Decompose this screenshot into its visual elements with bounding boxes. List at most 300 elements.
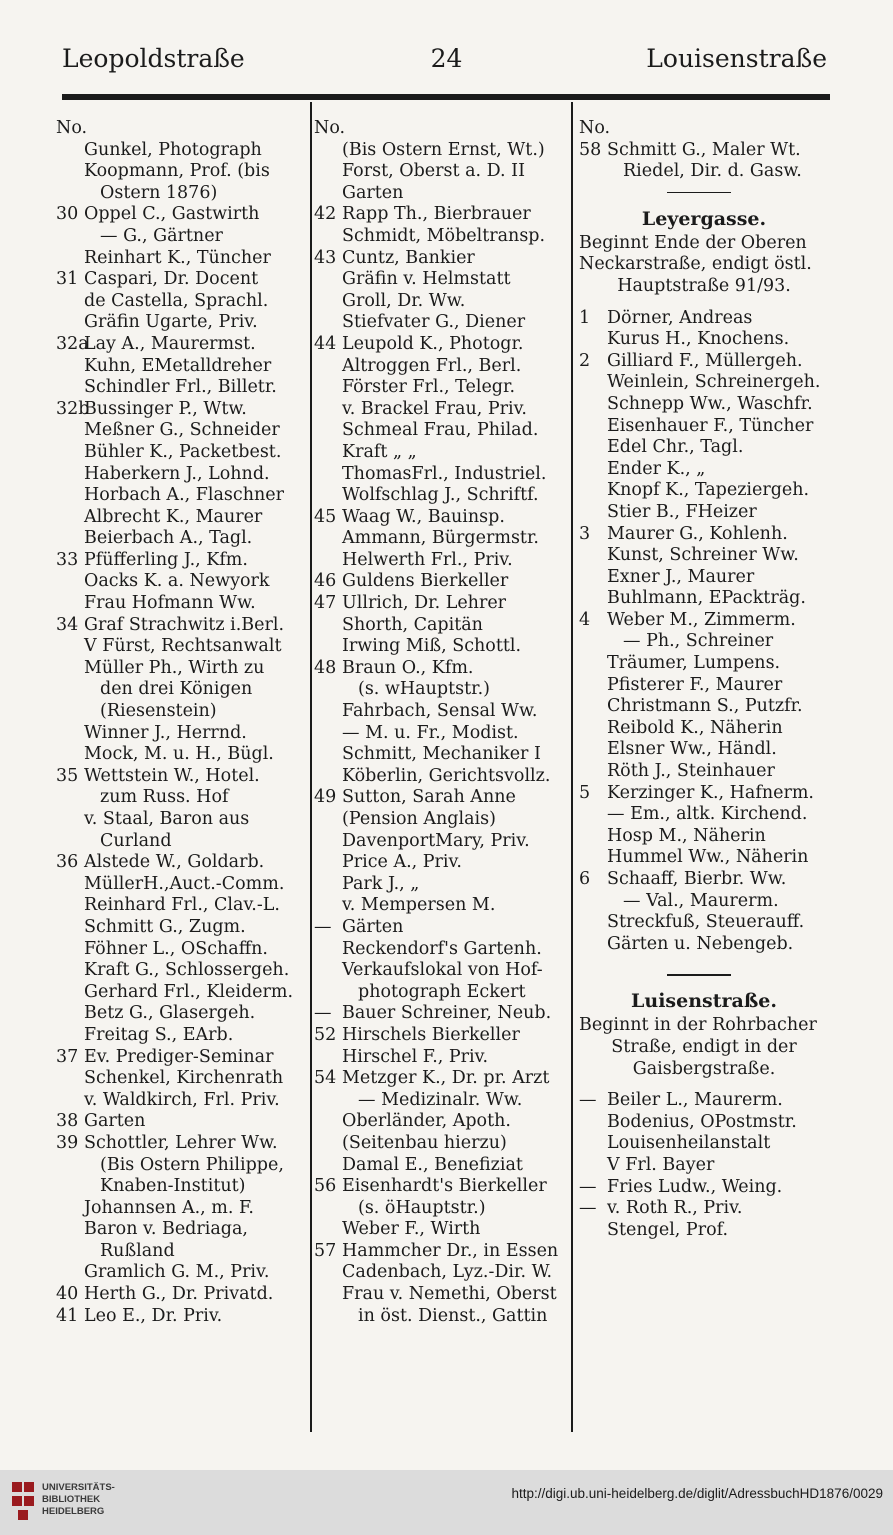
- entry-text: Gärten u. Nebengeb.: [607, 933, 794, 954]
- directory-entry: [314, 852, 568, 874]
- entry-text: Verkaufslokal von Hof-: [342, 960, 543, 981]
- entry-text: Träumer, Lumpens.: [607, 653, 781, 674]
- directory-entry: [56, 1262, 306, 1284]
- directory-entry: [579, 308, 829, 330]
- house-number: 41: [56, 1305, 79, 1326]
- entry-text: Winner J., Herrnd.: [84, 722, 247, 743]
- directory-entry: [314, 1003, 568, 1025]
- house-number: 30: [56, 204, 79, 225]
- directory-entry: [56, 485, 306, 507]
- footer-bar: [0, 1470, 893, 1535]
- entry-text: Mock, M. u. H., Bügl.: [84, 744, 274, 765]
- directory-entry: [56, 982, 306, 1004]
- directory-entry: [56, 507, 306, 529]
- directory-entry: [56, 1090, 306, 1112]
- entry-text: Röth J., Steinhauer: [607, 761, 775, 782]
- house-number: 31: [56, 269, 79, 290]
- directory-entry: [56, 528, 306, 550]
- entry-text: Knaben-Institut): [100, 1176, 246, 1197]
- entry-text: Herth G., Dr. Privatd.: [84, 1284, 274, 1305]
- directory-entry: [579, 869, 829, 891]
- directory-entry: [314, 161, 568, 183]
- directory-entry: [314, 615, 568, 637]
- entry-text: Eisenhauer F., Tüncher: [607, 415, 814, 436]
- entry-text: Freitag S., EArb.: [84, 1024, 234, 1045]
- house-number: 39: [56, 1132, 79, 1153]
- directory-entry: [314, 636, 568, 658]
- entry-text: Beginnt in der Rohrbacher: [579, 1015, 817, 1036]
- entry-text: Müller Ph., Wirth zu: [84, 657, 265, 678]
- entry-text: Kraft „ „: [342, 441, 417, 462]
- directory-entry: [56, 679, 306, 701]
- directory-entry: [314, 140, 568, 162]
- entry-text: No.: [56, 118, 88, 138]
- entry-text: Stier B., FHeizer: [607, 501, 757, 522]
- directory-entry: [56, 399, 306, 421]
- entry-text: Sutton, Sarah Anne: [342, 787, 516, 808]
- directory-entry: [314, 1133, 568, 1155]
- divider-rule: [667, 192, 731, 194]
- entry-text: Gramlich G. M., Priv.: [84, 1262, 270, 1283]
- directory-entry: [56, 1111, 306, 1133]
- directory-entry: [579, 502, 829, 524]
- directory-entry: [314, 507, 568, 529]
- entry-text: Ev. Prediger-Seminar: [84, 1046, 274, 1067]
- directory-entry: [56, 248, 306, 270]
- directory-entry: [314, 1219, 568, 1241]
- entry-text: Oberländer, Apoth.: [342, 1111, 511, 1132]
- directory-entry: [314, 593, 568, 615]
- entry-text: Reibold K., Näherin: [607, 717, 783, 738]
- directory-entry: [56, 442, 306, 464]
- entry-text: Irwing Miß, Schottl.: [342, 636, 522, 657]
- directory-entry: [579, 1177, 829, 1199]
- entry-text: DavenportMary, Priv.: [342, 830, 530, 851]
- house-number: 47: [314, 593, 337, 614]
- entry-text: Knopf K., Tapeziergeh.: [607, 480, 810, 501]
- directory-entry: [314, 1284, 568, 1306]
- entry-text: Weinlein, Schreinergeh.: [607, 372, 821, 393]
- directory-entry: [579, 459, 829, 481]
- directory-entry: [579, 329, 829, 351]
- entry-text: Bühler K., Packetbest.: [84, 441, 282, 462]
- entry-text: Reinhart K., Tüncher: [84, 247, 271, 268]
- directory-entry: [579, 480, 829, 502]
- directory-entry: [579, 140, 829, 162]
- entry-text: Price A., Priv.: [342, 852, 462, 873]
- entry-text: Oppel C., Gastwirth: [84, 204, 260, 225]
- entry-text: Rußland: [100, 1240, 175, 1261]
- directory-entry: [56, 1306, 306, 1328]
- entry-text: Schmitt G., Zugm.: [84, 916, 246, 937]
- directory-entry: [56, 701, 306, 723]
- directory-entry: [56, 140, 306, 162]
- entry-text: Ender K., „: [607, 458, 706, 479]
- entry-text: Hammcher Dr., in Essen: [342, 1240, 559, 1261]
- directory-entry: [314, 658, 568, 680]
- directory-entry: [314, 528, 568, 550]
- directory-entry: [56, 269, 306, 291]
- directory-entry: [56, 204, 306, 226]
- directory-entry: [579, 524, 829, 546]
- entry-text: v. Waldkirch, Frl. Priv.: [84, 1089, 280, 1110]
- entry-text: Gräfin v. Helmstatt: [342, 269, 511, 290]
- entry-text: Haberkern J., Lohnd.: [84, 463, 270, 484]
- entry-text: No.: [579, 118, 611, 138]
- directory-entry: [56, 917, 306, 939]
- column-2: [314, 118, 568, 1327]
- entry-text: Garten: [84, 1111, 146, 1132]
- directory-entry: [314, 464, 568, 486]
- running-head-left: Leopoldstraße: [62, 44, 245, 73]
- entry-text: Stengel, Prof.: [607, 1219, 729, 1240]
- entry-text: (Riesenstein): [100, 701, 217, 722]
- directory-entry: [314, 1025, 568, 1047]
- spacer: [579, 298, 829, 308]
- entry-text: Gaisbergstraße.: [632, 1058, 776, 1079]
- directory-entry: [314, 334, 568, 356]
- directory-entry: [56, 1198, 306, 1220]
- directory-entry: [579, 437, 829, 459]
- directory-entry: [56, 939, 306, 961]
- entry-text: Hauptstraße 91/93.: [617, 275, 791, 296]
- entry-text: Pfüfferling J., Kfm.: [84, 549, 248, 570]
- entry-text: Weber F., Wirth: [342, 1219, 481, 1240]
- directory-entry: [56, 831, 306, 853]
- entry-text: V Frl. Bayer: [607, 1154, 715, 1175]
- house-number: 1: [579, 307, 591, 328]
- directory-entry: [579, 847, 829, 869]
- entry-text: Edel Chr., Tagl.: [607, 437, 744, 458]
- entry-text: Alstede W., Goldarb.: [84, 852, 265, 873]
- directory-entry: [579, 631, 829, 653]
- house-number: 56: [314, 1176, 337, 1197]
- entry-text: Albrecht K., Maurer: [84, 506, 263, 527]
- street-description: [579, 254, 829, 276]
- directory-entry: [56, 1025, 306, 1047]
- directory-entry: [56, 1284, 306, 1306]
- house-number: 33: [56, 549, 79, 570]
- entry-text: (Pension Anglais): [342, 809, 496, 829]
- entry-text: Gräfin Ugarte, Priv.: [84, 312, 258, 333]
- directory-entry: [56, 377, 306, 399]
- entry-text: Baron v. Bedriaga,: [84, 1219, 248, 1240]
- directory-entry: [314, 831, 568, 853]
- entry-text: ThomasFrl., Industriel.: [342, 463, 547, 484]
- entry-text: de Castella, Sprachl.: [84, 290, 269, 311]
- directory-entry: [579, 1155, 829, 1177]
- entry-text: Bussinger P., Wtw.: [84, 398, 247, 419]
- header-rule: [62, 94, 830, 100]
- entry-text: — G., Gärtner: [100, 225, 223, 246]
- entry-text: Waag W., Bauinsp.: [342, 506, 505, 527]
- directory-entry: [314, 312, 568, 334]
- entry-text: Koopmann, Prof. (bis: [84, 161, 270, 182]
- house-number: 54: [314, 1068, 337, 1089]
- directory-entry: [56, 852, 306, 874]
- spacer: [579, 955, 829, 965]
- directory-entry: [314, 1068, 568, 1090]
- house-number: 4: [579, 609, 591, 630]
- directory-entry: [56, 464, 306, 486]
- house-number: —: [579, 1198, 597, 1219]
- directory-entry: [314, 550, 568, 572]
- entry-text: — Val., Maurerm.: [623, 890, 779, 911]
- directory-entry: [314, 571, 568, 593]
- column-divider: [571, 102, 573, 1432]
- entry-text: Fries Ludw., Weing.: [607, 1176, 783, 1197]
- directory-entry: [579, 891, 829, 913]
- directory-entry: [56, 312, 306, 334]
- directory-entry: [56, 1155, 306, 1177]
- house-number: 49: [314, 787, 337, 808]
- entry-text: Streckfuß, Steuerauff.: [607, 912, 805, 933]
- entry-text: photograph Eckert: [358, 981, 526, 1002]
- entry-text: Leo E., Dr. Priv.: [84, 1305, 223, 1326]
- street-description: [579, 1059, 829, 1081]
- directory-entry: [56, 571, 306, 593]
- directory-entry: [314, 939, 568, 961]
- directory-entry: [56, 161, 306, 183]
- directory-entry: [56, 766, 306, 788]
- entry-text: Exner J., Maurer: [607, 566, 755, 587]
- column-heading: [314, 118, 568, 140]
- directory-entry: [579, 416, 829, 438]
- directory-entry: [314, 1090, 568, 1112]
- entry-text: Gärten: [342, 916, 404, 937]
- directory-entry: [579, 804, 829, 826]
- entry-text: No.: [314, 118, 346, 138]
- directory-entry: [56, 550, 306, 572]
- entry-text: Lay A., Maurermst.: [84, 333, 256, 354]
- house-number: 2: [579, 350, 591, 371]
- street-heading: [579, 983, 829, 1015]
- directory-entry: [579, 718, 829, 740]
- entry-text: Pfisterer F., Maurer: [607, 674, 783, 695]
- entry-text: Kuhn, EMetalldreher: [84, 355, 272, 376]
- directory-entry: [56, 658, 306, 680]
- spacer: [579, 1080, 829, 1090]
- entry-text: — Em., altk. Kirchend.: [607, 804, 808, 825]
- directory-entry: [314, 895, 568, 917]
- house-number: —: [314, 916, 332, 937]
- entry-text: Oacks K. a. Newyork: [84, 571, 270, 592]
- source-url-link[interactable]: http://digi.ub.uni-heidelberg.de/diglit/AdressbuchHD1876/0029: [511, 1486, 883, 1501]
- column-heading: [579, 118, 829, 140]
- entry-text: Park J., „: [342, 873, 420, 894]
- house-number: 40: [56, 1284, 79, 1305]
- entry-text: v. Staal, Baron aus: [84, 809, 250, 829]
- house-number: 58: [579, 139, 602, 160]
- directory-entry: [56, 1047, 306, 1069]
- entry-text: Schaaff, Bierbr. Ww.: [607, 869, 787, 889]
- entry-text: Hummel Ww., Näherin: [607, 847, 809, 868]
- entry-text: Schenkel, Kirchenrath: [84, 1068, 284, 1089]
- entry-text: Weber M., Zimmerm.: [607, 609, 796, 630]
- entry-text: Caspari, Dr. Docent: [84, 269, 259, 290]
- entry-text: Frau Hofmann Ww.: [84, 593, 256, 614]
- entry-text: MüllerH.,Auct.-Comm.: [84, 873, 285, 894]
- entry-text: in öst. Dienst., Gattin: [358, 1305, 548, 1326]
- entry-text: Leyergasse.: [641, 207, 767, 230]
- directory-entry: [579, 1198, 829, 1220]
- directory-entry: [56, 809, 306, 831]
- directory-entry: [56, 744, 306, 766]
- directory-entry: [314, 226, 568, 248]
- directory-entry: [314, 1241, 568, 1263]
- entry-text: Schmitt G., Maler Wt.: [607, 139, 801, 160]
- entry-text: Elsner Ww., Händl.: [607, 739, 777, 760]
- directory-entry: [56, 1003, 306, 1025]
- house-number: 43: [314, 247, 337, 268]
- entry-text: Horbach A., Flaschner: [84, 485, 284, 506]
- directory-entry: [56, 723, 306, 745]
- entry-text: Förster Frl., Telegr.: [342, 377, 516, 398]
- entry-text: den drei Königen: [100, 679, 253, 700]
- directory-entry: [579, 1090, 829, 1112]
- house-number: 37: [56, 1046, 79, 1067]
- directory-entry: [314, 809, 568, 831]
- entry-text: Hosp M., Näherin: [607, 825, 766, 846]
- entry-text: Buhlmann, EPackträg.: [607, 588, 806, 609]
- library-logo-icon: [12, 1482, 34, 1520]
- entry-text: Hirschel F., Priv.: [342, 1046, 489, 1067]
- page-number: 24: [430, 44, 463, 73]
- entry-text: Cuntz, Bankier: [342, 247, 475, 268]
- entry-text: Föhner L., OSchaffn.: [84, 938, 268, 959]
- entry-text: — M. u. Fr., Modist.: [342, 722, 519, 743]
- divider-rule: [667, 974, 731, 976]
- entry-text: — Ph., Schreiner: [623, 631, 774, 652]
- entry-text: Beginnt Ende der Oberen: [579, 232, 807, 253]
- entry-text: Gerhard Frl., Kleiderm.: [84, 981, 294, 1002]
- directory-entry: [56, 593, 306, 615]
- directory-entry: [314, 291, 568, 313]
- entry-text: Shorth, Capitän: [342, 614, 483, 635]
- street-heading: [579, 201, 829, 233]
- directory-entry: [579, 653, 829, 675]
- directory-entry: [579, 783, 829, 805]
- entry-text: Schnepp Ww., Waschfr.: [607, 393, 813, 414]
- entry-text: v. Roth R., Priv.: [607, 1198, 743, 1219]
- directory-entry: [56, 1176, 306, 1198]
- entry-text: Schmitt, Mechaniker I: [342, 744, 541, 765]
- entry-text: Guldens Bierkeller: [342, 571, 509, 592]
- directory-entry: [314, 204, 568, 226]
- house-number: 32a: [56, 333, 89, 354]
- directory-entry: [56, 291, 306, 313]
- entry-text: Ullrich, Dr. Lehrer: [342, 593, 507, 614]
- entry-text: Köberlin, Gerichtsvollz.: [342, 765, 551, 786]
- street-description: [579, 233, 829, 255]
- directory-entry: [579, 675, 829, 697]
- house-number: 3: [579, 523, 591, 544]
- entry-text: Reinhard Frl., Clav.-L.: [84, 895, 280, 916]
- house-number: 45: [314, 506, 337, 527]
- entry-text: Wettstein W., Hotel.: [84, 765, 260, 786]
- house-number: 42: [314, 204, 337, 225]
- directory-entry: [314, 1262, 568, 1284]
- entry-text: Beierbach A., Tagl.: [84, 528, 253, 549]
- column-divider: [310, 102, 312, 1432]
- directory-entry: [579, 912, 829, 934]
- directory-entry: [56, 615, 306, 637]
- entry-text: Helwerth Frl., Priv.: [342, 549, 513, 570]
- directory-entry: [579, 610, 829, 632]
- directory-entry: [314, 917, 568, 939]
- directory-entry: [314, 960, 568, 982]
- house-number: —: [314, 1003, 332, 1024]
- directory-entry: [56, 895, 306, 917]
- entry-text: Johannsen A., m. F.: [84, 1197, 254, 1218]
- entry-text: Rapp Th., Bierbrauer: [342, 204, 531, 225]
- directory-entry: [56, 226, 306, 248]
- entry-text: Reckendorf's Gartenh.: [342, 938, 542, 959]
- directory-entry: [56, 1068, 306, 1090]
- entry-text: (s. öHauptstr.): [358, 1197, 486, 1218]
- directory-entry: [56, 420, 306, 442]
- directory-entry: [56, 787, 306, 809]
- entry-text: (s. wHauptstr.): [358, 679, 490, 700]
- entry-text: zum Russ. Hof: [100, 787, 229, 808]
- house-number: 6: [579, 869, 591, 889]
- entry-text: Garten: [342, 182, 404, 203]
- directory-entry: [314, 183, 568, 205]
- directory-entry: [314, 377, 568, 399]
- section-divider: [579, 183, 829, 201]
- house-number: 32b: [56, 398, 90, 419]
- directory-entry: [579, 567, 829, 589]
- house-number: 48: [314, 657, 337, 678]
- entry-text: Fahrbach, Sensal Ww.: [342, 701, 538, 722]
- entry-text: Dörner, Andreas: [607, 307, 753, 328]
- directory-entry: [314, 982, 568, 1004]
- directory-entry: [56, 1219, 306, 1241]
- directory-entry: [579, 351, 829, 373]
- directory-entry: [314, 679, 568, 701]
- directory-entry: [579, 372, 829, 394]
- directory-entry: [579, 588, 829, 610]
- directory-entry: [56, 356, 306, 378]
- house-number: —: [579, 1176, 597, 1197]
- house-number: —: [579, 1090, 597, 1111]
- directory-entry: [579, 761, 829, 783]
- column-3: [579, 118, 829, 1241]
- directory-entry: [579, 161, 829, 183]
- entry-text: Maurer G., Kohlenh.: [607, 523, 788, 544]
- house-number: 38: [56, 1111, 79, 1132]
- directory-entry: [579, 1133, 829, 1155]
- house-number: 35: [56, 765, 79, 786]
- directory-entry: [314, 248, 568, 270]
- directory-entry: [314, 1047, 568, 1069]
- entry-text: V Fürst, Rechtsanwalt: [84, 636, 282, 657]
- running-head-right: Louisenstraße: [646, 44, 827, 73]
- entry-text: — Medizinalr. Ww.: [358, 1089, 523, 1110]
- house-number: 57: [314, 1240, 337, 1261]
- directory-entry: [56, 1133, 306, 1155]
- entry-text: Luisenstraße.: [631, 990, 777, 1013]
- entry-text: Metzger K., Dr. pr. Arzt: [342, 1068, 550, 1089]
- entry-text: Gilliard F., Müllergeh.: [607, 350, 803, 371]
- entry-text: Neckarstraße, endigt östl.: [579, 254, 812, 275]
- entry-text: Eisenhardt's Bierkeller: [342, 1176, 547, 1197]
- entry-text: v. Mempersen M.: [342, 895, 496, 916]
- entry-text: Stiefvater G., Diener: [342, 312, 526, 333]
- directory-entry: [314, 442, 568, 464]
- directory-entry: [56, 874, 306, 896]
- column-1: [56, 118, 306, 1327]
